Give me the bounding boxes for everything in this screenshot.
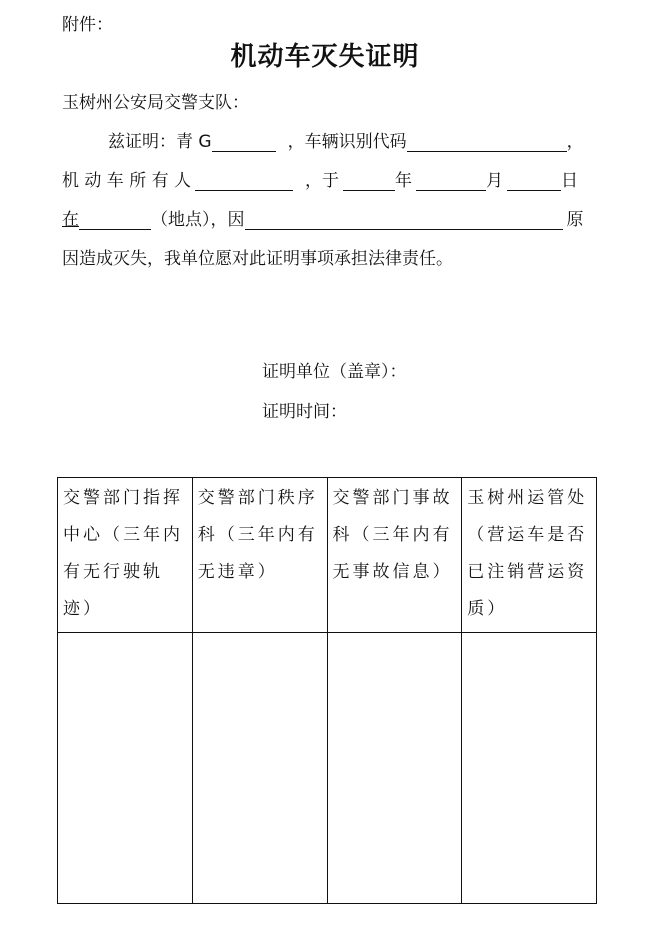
attachment-label: 附件： (62, 15, 113, 35)
header-traffic-command-center: 交警部门指挥中心（三年内有无行驶轨迹） (63, 488, 183, 619)
day-label: 日 (561, 171, 579, 191)
month-label: 月 (486, 171, 504, 191)
location-label: （地点），因 (151, 210, 245, 230)
reason-blank[interactable] (245, 211, 563, 230)
table-header-cell (327, 478, 462, 633)
location-prefix: 在 (62, 210, 79, 230)
transport-management-response-cell[interactable] (462, 633, 597, 904)
certify-line-3 (62, 205, 584, 230)
header-transport-management: 玉树州运管处（营运车是否已注销营运资质） (467, 488, 588, 619)
reason-label-start: 原 (566, 210, 584, 230)
vin-blank[interactable] (407, 133, 567, 152)
header-traffic-order-section: 交警部门秩序科（三年内有无违章） (197, 488, 318, 582)
certification-time-label: 证明时间： (262, 402, 347, 422)
location-blank[interactable] (79, 211, 151, 230)
year-label: 年 (395, 171, 413, 191)
certify-plate-prefix: 兹证明：青 G (108, 132, 212, 152)
table-header-row (58, 478, 597, 633)
line1-comma: ， (566, 132, 584, 152)
day-blank[interactable] (507, 172, 561, 191)
certifying-unit-label: 证明单位（盖章）： (262, 362, 407, 382)
table-row (58, 633, 597, 904)
year-blank[interactable] (343, 172, 395, 191)
table-header-cell (58, 478, 193, 633)
table-header-cell (462, 478, 597, 633)
header-traffic-accident-section: 交警部门事故科（三年内有无事故信息） (332, 488, 453, 582)
on-date-label: ，于 (305, 171, 340, 191)
certify-line-4: 因造成灭失，我单位愿对此证明事项承担法律责任。 (62, 249, 453, 269)
owner-label: 机 动 车 所 有 人 (62, 171, 192, 191)
department-verification-table (57, 477, 597, 904)
command-center-response-cell[interactable] (58, 633, 193, 904)
accident-section-response-cell[interactable] (327, 633, 462, 904)
document-title: 机动车灭失证明 (230, 42, 420, 72)
table-header-cell (192, 478, 327, 633)
owner-blank[interactable] (195, 172, 293, 191)
order-section-response-cell[interactable] (192, 633, 327, 904)
certify-line-2 (62, 166, 578, 191)
plate-number-blank[interactable] (212, 133, 276, 152)
addressee: 玉树州公安局交警支队： (62, 93, 249, 113)
month-blank[interactable] (416, 172, 486, 191)
certify-line-1 (108, 127, 584, 152)
vin-label: ，车辆识别代码 (287, 132, 407, 152)
